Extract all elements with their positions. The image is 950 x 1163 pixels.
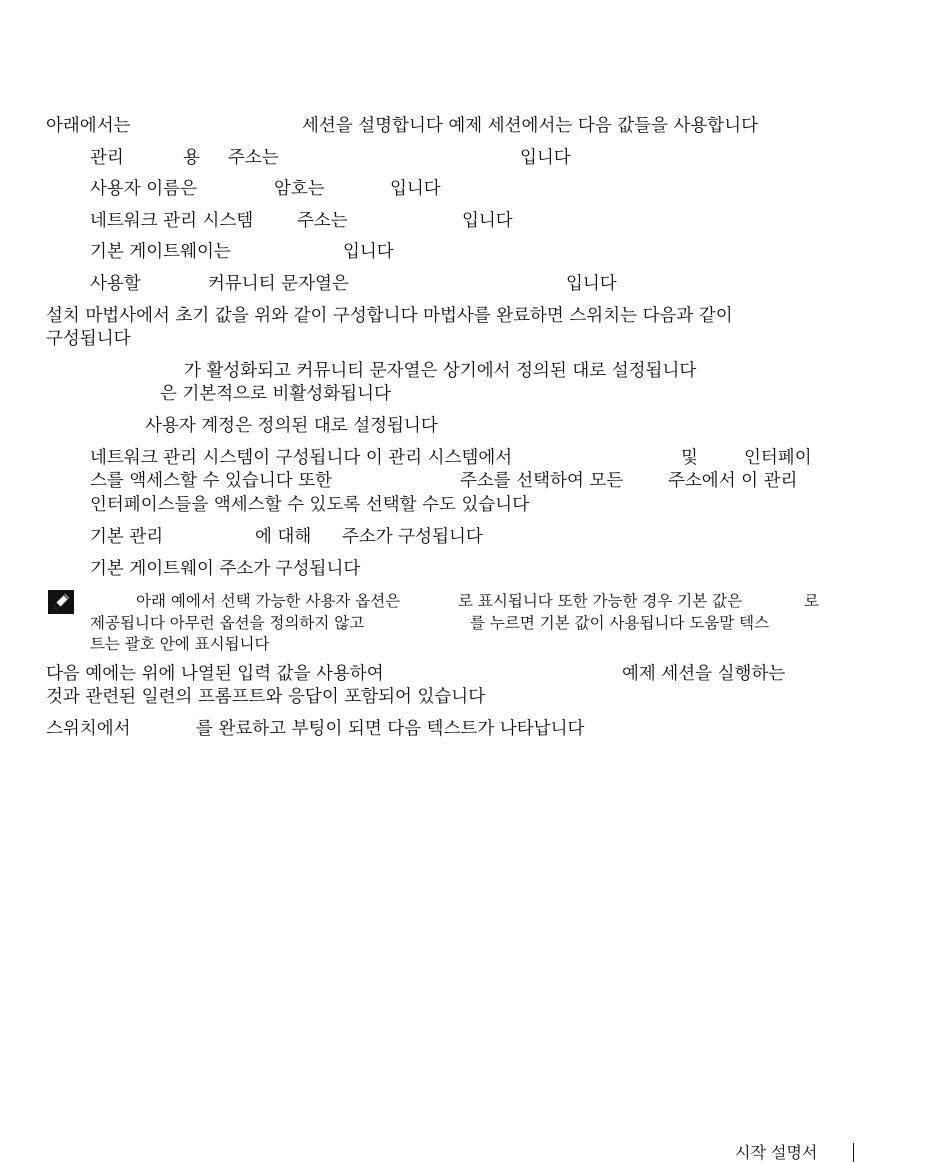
result-nms-line3: 인터페이스들을 액세스할 수 있도록 선택할 수도 있습니다 (90, 495, 530, 515)
intro-text-a: 아래에서는 (46, 116, 131, 136)
value-item-admin-end: 입니다 (520, 148, 571, 168)
note-line2-b: 를 누르면 기본 값이 사용됩니다 도움말 텍스 (470, 614, 770, 632)
result-snmp-line2: 은 기본적으로 비활성화됩니다 (160, 384, 391, 404)
value-item-community-string: 커뮤니티 문자열은 (208, 274, 349, 294)
result-snmp-line1: 가 활성화되고 커뮤니티 문자열은 상기에서 정의된 대로 설정됩니다 (184, 361, 697, 381)
note-line1-a: 아래 예에서 선택 가능한 사용자 옵션은 (136, 592, 401, 610)
value-item-password: 암호는 (274, 179, 325, 199)
result-nms-line1-a: 네트워크 관리 시스템이 구성됩니다 이 관리 시스템에서 (90, 448, 513, 468)
result-gateway: 기본 게이트웨이 주소가 구성됩니다 (90, 559, 361, 579)
value-item-gateway-end: 입니다 (343, 242, 394, 262)
note-line3: 트는 괄호 안에 표시됩니다 (90, 635, 270, 653)
value-item-nms-end: 입니다 (462, 211, 513, 231)
value-item-nms-address: 주소는 (297, 211, 348, 231)
closing-line1-b: 예제 세션을 실행하는 (622, 664, 786, 684)
intro-text-b: 세션을 설명합니다 예제 세션에서는 다음 값들을 사용합니다 (302, 116, 758, 136)
footer-label: 시작 설명서 (735, 1143, 818, 1162)
value-item-user-end: 입니다 (390, 179, 441, 199)
result-mgmt-b: 에 대해 (255, 527, 312, 547)
setup-paragraph-line1: 설치 마법사에서 초기 값을 위와 같이 구성합니다 마법사를 완료하면 스위치는 다음과 같이 (46, 306, 733, 326)
value-item-gateway: 기본 게이트웨이는 (90, 242, 231, 262)
value-item-admin-address: 주소는 (228, 148, 279, 168)
footer-divider (853, 1143, 854, 1162)
note-line2-a: 제공됩니다 아무런 옵션을 정의하지 않고 (90, 614, 365, 632)
value-item-community-use: 사용할 (90, 274, 141, 294)
value-item-admin-label: 관리 (90, 148, 124, 168)
closing-line1-a: 다음 예에는 위에 나열된 입력 값을 사용하여 (46, 664, 384, 684)
closing-line3-b: 를 완료하고 부팅이 되면 다음 텍스트가 나타납니다 (196, 719, 585, 739)
result-nms-line2-a: 스를 액세스할 수 있습니다 또한 (90, 471, 333, 491)
closing-line3-a: 스위치에서 (46, 719, 131, 739)
result-nms-line1-b: 및 (681, 448, 698, 468)
result-user-account: 사용자 계정은 정의된 대로 설정됩니다 (145, 416, 438, 436)
result-mgmt-a: 기본 관리 (90, 527, 164, 547)
result-mgmt-c: 주소가 구성됩니다 (342, 527, 483, 547)
value-item-community-end: 입니다 (566, 274, 617, 294)
result-nms-line1-c: 인터페이 (744, 448, 812, 468)
note-line1-b: 로 표시됩니다 또한 가능한 경우 기본 값은 (458, 592, 743, 610)
result-nms-line2-b: 주소를 선택하여 모든 (460, 471, 624, 491)
setup-paragraph-line2: 구성됩니다 (46, 329, 131, 349)
closing-line2: 것과 관련된 일련의 프롬프트와 응답이 포함되어 있습니다 (46, 687, 486, 707)
result-nms-line2-c: 주소에서 이 관리 (668, 471, 798, 491)
note-pencil-icon (48, 590, 74, 614)
value-item-admin-use: 용 (183, 148, 200, 168)
value-item-nms: 네트워크 관리 시스템 (90, 211, 254, 231)
value-item-username: 사용자 이름은 (90, 179, 197, 199)
note-line1-c: 로 (804, 592, 819, 610)
